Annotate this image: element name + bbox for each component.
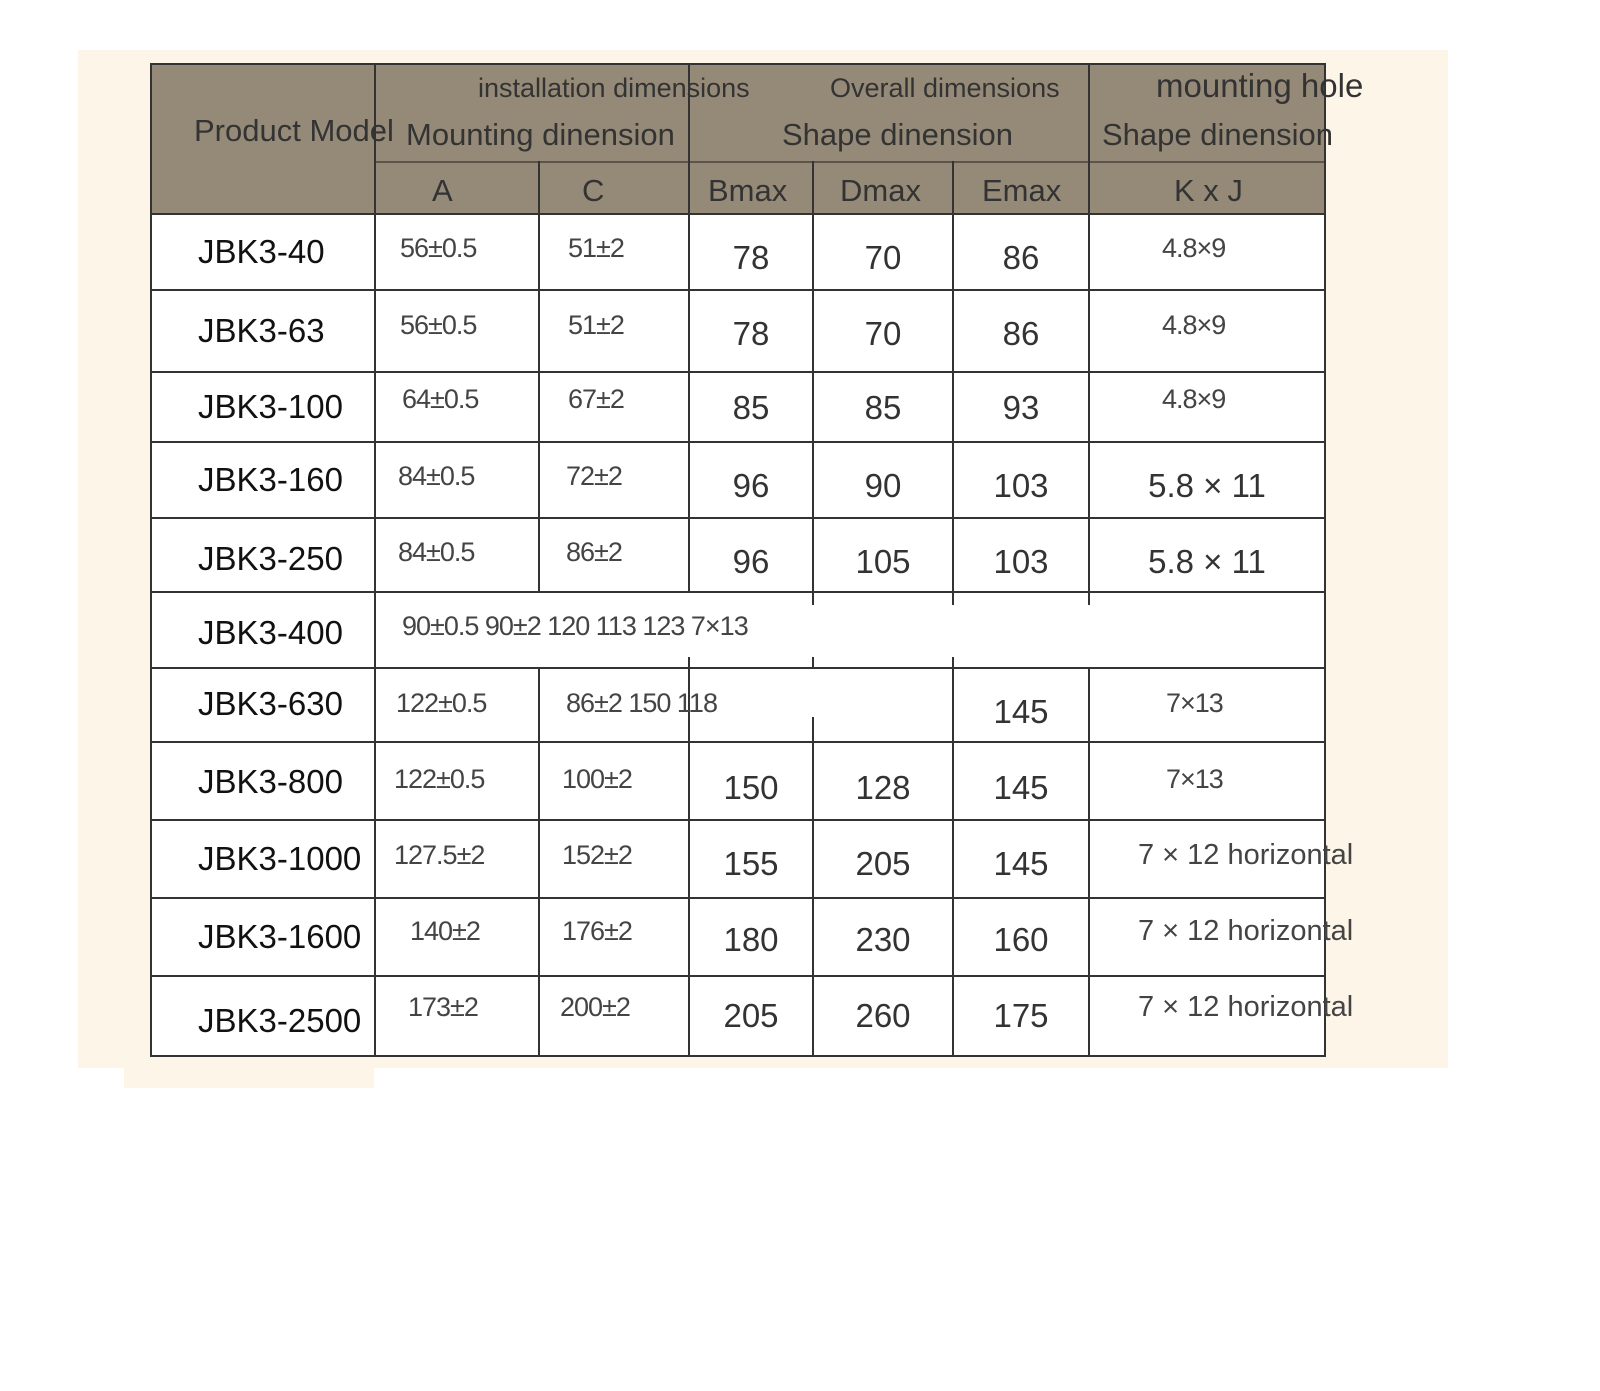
cell-c: 200±2 [560,991,630,1022]
cell-emax: 145 [993,845,1049,882]
cell-c: 51±2 [568,232,624,263]
background-panel-bottom [124,1060,374,1088]
cell-merged-values: 90±0.5 90±2 120 113 123 7×13 [402,610,748,641]
cell-dmax: 260 [855,997,911,1034]
cell-emax: 93 [1002,389,1040,426]
cell-c: 67±2 [568,383,624,414]
cell-model: JBK3-2500 [198,1002,362,1039]
cell-c: 100±2 [562,763,632,794]
cell-emax: 86 [1002,239,1040,276]
cell-bmax: 96 [732,467,770,504]
cell-a: 173±2 [408,991,478,1022]
header-shape-dimension-hole: Shape dinension [1102,117,1333,152]
cell-emax: 103 [993,543,1049,580]
cell-c: 176±2 [562,915,632,946]
header-col-emax: Emax [982,173,1062,208]
cell-a: 122±0.5 [394,763,485,794]
cell-model: JBK3-100 [198,388,343,425]
column-divider-stub [812,657,814,667]
row-divider [152,741,1324,743]
cell-dmax: 85 [864,389,902,426]
cell-kj: 7 × 12 horizontal [1138,990,1354,1023]
cell-model: JBK3-63 [198,312,325,349]
cell-dmax: 230 [855,921,911,958]
cell-dmax: 128 [855,769,911,806]
header-col-c: C [582,173,605,208]
cell-a: 64±0.5 [402,383,479,414]
cell-a: 140±2 [410,915,480,946]
cell-emax: 145 [993,769,1049,806]
cell-emax: 145 [993,693,1049,730]
dimensions-table [150,63,1364,1057]
cell-dmax: 70 [864,239,902,276]
header-overall-dimensions: Overall dimensions [830,73,1060,103]
cell-c: 72±2 [566,460,622,491]
cell-kj: 7×13 [1166,687,1223,718]
cell-a: 84±0.5 [398,536,475,567]
cell-c: 86±2 [566,536,622,567]
cell-model: JBK3-630 [198,685,343,722]
cell-kj: 5.8 × 11 [1148,543,1266,580]
header-mounting-hole: mounting hole [1156,67,1364,104]
cell-bmax: 205 [723,997,779,1034]
cell-model: JBK3-250 [198,540,343,577]
header-product-model: Product Model [194,113,394,148]
cell-a: 84±0.5 [398,460,475,491]
cell-dmax: 205 [855,845,911,882]
cell-c: 51±2 [568,309,624,340]
header-divider [376,161,1324,163]
cell-model: JBK3-800 [198,763,343,800]
cell-emax: 160 [993,921,1049,958]
cell-c: 152±2 [562,839,632,870]
cell-bmax: 180 [723,921,779,958]
cell-emax: 103 [993,467,1049,504]
header-col-dmax: Dmax [840,173,921,208]
cell-emax: 175 [993,997,1049,1034]
cell-kj: 7 × 12 horizontal [1138,914,1354,947]
cell-model: JBK3-1600 [198,918,362,955]
cell-dmax: 105 [855,543,911,580]
cell-emax: 86 [1002,315,1040,352]
cell-bmax: 78 [732,239,770,276]
header-mounting-dimension: Mounting dinension [406,117,675,152]
header-installation-dimensions: installation dimensions [478,73,750,103]
cell-bmax: 155 [723,845,779,882]
header-col-a: A [432,173,453,208]
column-divider-stub [952,657,954,667]
cell-kj: 4.8×9 [1162,383,1226,414]
cell-c-merged: 86±2 150 118 [566,687,717,718]
cell-kj: 5.8 × 11 [1148,467,1266,504]
header-col-kj: K x J [1174,173,1243,208]
cell-bmax: 78 [732,315,770,352]
cell-kj: 4.8×9 [1162,309,1226,340]
cell-a: 122±0.5 [396,687,487,718]
cell-a: 56±0.5 [400,232,477,263]
cell-a: 56±0.5 [400,309,477,340]
cell-bmax: 96 [732,543,770,580]
cell-kj: 7 × 12 horizontal [1138,838,1354,871]
cell-kj: 4.8×9 [1162,232,1226,263]
cell-bmax: 150 [723,769,779,806]
header-shape-dimension: Shape dinension [782,117,1013,152]
cell-dmax: 70 [864,315,902,352]
cell-model: JBK3-160 [198,461,343,498]
header-col-bmax: Bmax [708,173,788,208]
cell-kj: 7×13 [1166,763,1223,794]
cell-model: JBK3-40 [198,233,325,270]
cell-dmax: 90 [864,467,902,504]
cell-bmax: 85 [732,389,770,426]
cell-model: JBK3-1000 [198,840,362,877]
cell-model: JBK3-400 [198,614,343,651]
cell-a: 127.5±2 [394,839,485,870]
